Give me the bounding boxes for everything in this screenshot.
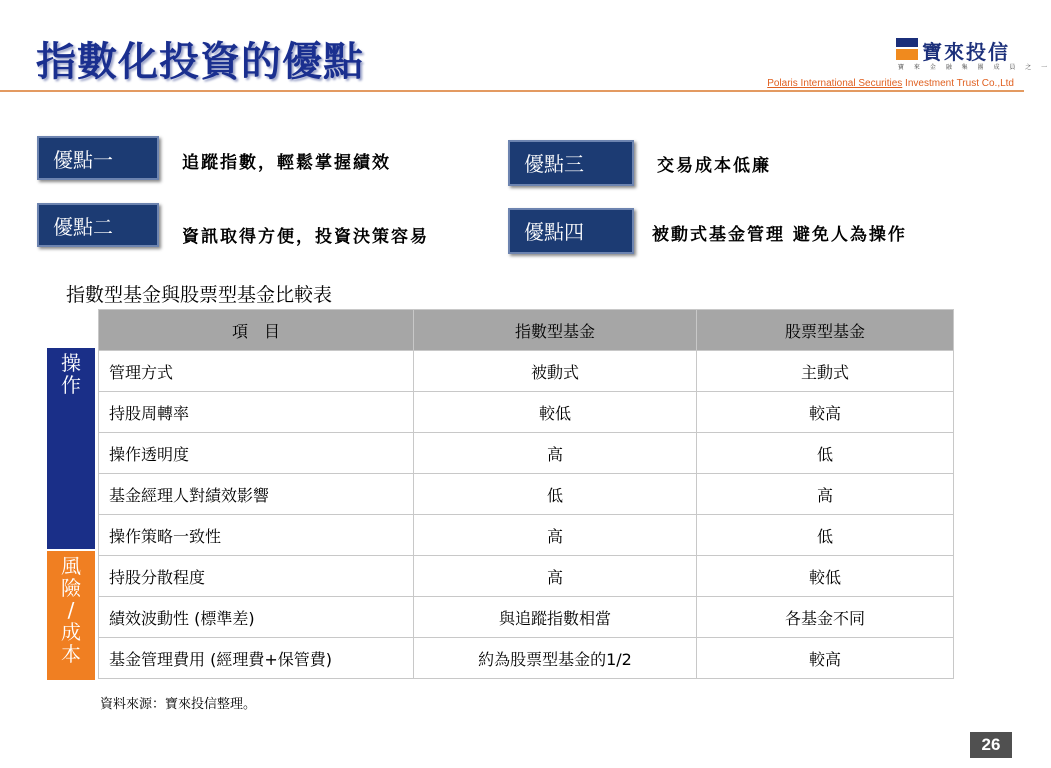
advantage-1-text: 追蹤指數，輕鬆掌握績效 — [182, 153, 391, 173]
logo-subtitle: 寶 來 金 融 集 團 成 員 之 一 — [898, 64, 1051, 71]
advantage-1-box — [37, 136, 159, 180]
group-label-risk-cost-text: 風 險 / 成 本 — [61, 554, 81, 666]
table-row — [99, 597, 954, 638]
advantage-2-box — [37, 203, 159, 247]
cell-index-fund: 高 — [414, 515, 697, 556]
company-logo — [896, 36, 1051, 76]
advantage-4-text: 被動式基金管理 避免人為操作 — [652, 225, 907, 245]
cell-item: 基金管理費用 (經理費+保管費) — [99, 638, 414, 679]
cell-index-fund: 高 — [414, 433, 697, 474]
cell-equity-fund: 高 — [697, 474, 954, 515]
header-divider — [0, 90, 1024, 92]
cell-index-fund: 約為股票型基金的1/2 — [414, 638, 697, 679]
company-name — [767, 78, 1014, 89]
table-row — [99, 638, 954, 679]
group-label-risk-cost — [47, 551, 95, 680]
comparison-table — [98, 309, 954, 679]
cell-equity-fund: 低 — [697, 433, 954, 474]
page-title: 指數化投資的優點 — [36, 39, 364, 85]
table-row — [99, 433, 954, 474]
advantage-3-label: 優點三 — [524, 152, 584, 176]
cell-item: 操作透明度 — [99, 433, 414, 474]
table-row — [99, 392, 954, 433]
advantage-2-label: 優點二 — [53, 215, 113, 239]
cell-equity-fund: 較高 — [697, 638, 954, 679]
advantage-1-label: 優點一 — [53, 148, 113, 172]
group-label-operation — [47, 348, 95, 549]
advantage-3-box — [508, 140, 634, 186]
cell-item: 持股周轉率 — [99, 392, 414, 433]
table-body — [99, 351, 954, 679]
cell-equity-fund: 較高 — [697, 392, 954, 433]
table-row — [99, 515, 954, 556]
table-row — [99, 474, 954, 515]
cell-index-fund: 被動式 — [414, 351, 697, 392]
cell-equity-fund: 低 — [697, 515, 954, 556]
header-item: 項 目 — [99, 310, 414, 351]
advantage-4-label: 優點四 — [524, 220, 584, 244]
header-equity-fund: 股票型基金 — [697, 310, 954, 351]
header-index-fund: 指數型基金 — [414, 310, 697, 351]
cell-index-fund: 低 — [414, 474, 697, 515]
company-name-underlined: Polaris International Securities — [767, 78, 903, 89]
source-note: 資料來源：寶來投信整理。 — [100, 697, 257, 712]
cell-item: 持股分散程度 — [99, 556, 414, 597]
cell-index-fund: 高 — [414, 556, 697, 597]
group-label-operation-text: 操 作 — [61, 351, 81, 397]
logo-name: 寶來投信 — [922, 40, 1010, 64]
table-row — [99, 556, 954, 597]
cell-equity-fund: 主動式 — [697, 351, 954, 392]
table-title: 指數型基金與股票型基金比較表 — [66, 284, 333, 306]
cell-index-fund: 較低 — [414, 392, 697, 433]
table-row — [99, 351, 954, 392]
cell-item: 基金經理人對績效影響 — [99, 474, 414, 515]
advantage-2-text: 資訊取得方便，投資決策容易 — [182, 227, 429, 247]
advantage-4-box — [508, 208, 634, 254]
advantage-3-text: 交易成本低廉 — [657, 156, 771, 176]
table-header-row — [99, 310, 954, 351]
page-number: 26 — [970, 732, 1012, 758]
cell-equity-fund: 各基金不同 — [697, 597, 954, 638]
logo-mark-icon — [896, 38, 918, 60]
cell-index-fund: 與追蹤指數相當 — [414, 597, 697, 638]
cell-item: 績效波動性 (標準差) — [99, 597, 414, 638]
cell-equity-fund: 較低 — [697, 556, 954, 597]
cell-item: 操作策略一致性 — [99, 515, 414, 556]
company-name-rest: Investment Trust Co.,Ltd — [902, 78, 1014, 89]
cell-item: 管理方式 — [99, 351, 414, 392]
